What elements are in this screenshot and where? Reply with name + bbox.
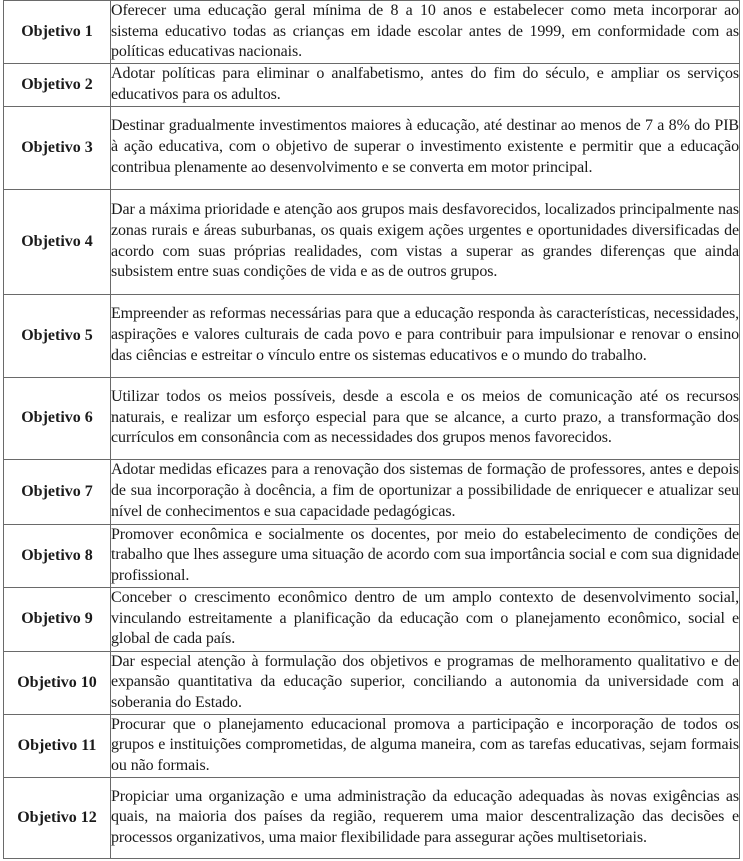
objective-description: Dar especial atenção à formulação dos objetivos e programas de melhoramento qualitativo e de expansão quantitativa da educação superior, conciliando a autonomia da universidade com a soberania do Estado. (111, 651, 740, 714)
table-row (4, 524, 740, 587)
objective-label: Objetivo 4 (4, 189, 111, 294)
objective-label: Objetivo 10 (4, 651, 111, 714)
objective-label: Objetivo 11 (4, 714, 111, 777)
objective-label: Objetivo 6 (4, 377, 111, 459)
objective-label: Objetivo 7 (4, 459, 111, 524)
table-row (4, 1, 740, 64)
objective-description: Oferecer uma educação geral mínima de 8 a 10 anos e estabelecer como meta incorporar ao sistema educativo todas as crianças em idade escolar antes de 1999, em conformidade com as políticas educativas nacionais. (111, 1, 740, 64)
objective-label: Objetivo 12 (4, 777, 111, 858)
objective-description: Promover econômica e socialmente os docentes, por meio do estabelecimento de condições de trabalho que lhes assegure uma situação de acordo com sua importância social e com sua dignidade profissional. (111, 524, 740, 587)
objective-description: Dar a máxima prioridade e atenção aos grupos mais desfavorecidos, localizados principalmente nas zonas rurais e áreas suburbanas, os quais exigem ações urgentes e oportunidades diversificadas de acordo com suas próprias realidades, com vistas a superar as grandes diferenças que ainda subsistem entre suas condições de vida e as de outros grupos. (111, 189, 740, 294)
table-row (4, 294, 740, 377)
objective-description: Adotar medidas eficazes para a renovação dos sistemas de formação de professores, antes e depois de sua incorporação à docência, a fim de oportunizar a possibilidade de enriquecer e atualizar seu nível de conhecimentos e sua capacidade pedagógicas. (111, 459, 740, 524)
objective-description: Empreender as reformas necessárias para que a educação responda às características, necessidades, aspirações e valores culturais de cada povo e para contribuir para impulsionar e renovar o ensino das ciências e estreitar o vínculo entre os sistemas educativos e o mundo do trabalho. (111, 294, 740, 377)
table-row (4, 106, 740, 189)
objective-label: Objetivo 2 (4, 64, 111, 106)
table-row (4, 777, 740, 858)
table-row (4, 651, 740, 714)
objective-label: Objetivo 8 (4, 524, 111, 587)
table-row (4, 64, 740, 106)
objective-description: Adotar políticas para eliminar o analfabetismo, antes do fim do século, e ampliar os serviços educativos para os adultos. (111, 64, 740, 106)
objective-label: Objetivo 9 (4, 587, 111, 651)
objective-description: Procurar que o planejamento educacional promova a participação e incorporação de todos os grupos e instituições comprometidas, de alguma maneira, com as tarefas educativas, sejam formais ou não formais. (111, 714, 740, 777)
table-row (4, 587, 740, 651)
objective-description: Conceber o crescimento econômico dentro de um amplo contexto de desenvolvimento social, vinculando estreitamente a planificação da educação com o planejamento econômico, social e global de cada país. (111, 587, 740, 651)
objective-description: Propiciar uma organização e uma administração da educação adequadas às novas exigências as quais, na maioria dos países da região, requerem uma maior descentralização das decisões e processos organizativos, uma maior flexibilidade para assegurar ações multisetoriais. (111, 777, 740, 858)
objective-label: Objetivo 1 (4, 1, 111, 64)
objective-description: Destinar gradualmente investimentos maiores à educação, até destinar ao menos de 7 a 8% do PIB à ação educativa, com o objetivo de superar o investimento existente e permitir que a educação contribua plenamente ao desenvolvimento e se converta em motor principal. (111, 106, 740, 189)
table-row (4, 189, 740, 294)
table-row (4, 459, 740, 524)
objective-label: Objetivo 3 (4, 106, 111, 189)
table-row (4, 714, 740, 777)
objective-description: Utilizar todos os meios possíveis, desde a escola e os meios de comunicação até os recursos naturais, e realizar um esforço especial para que se alcance, a curto prazo, a transformação dos currículos em consonância com as necessidades dos grupos menos favorecidos. (111, 377, 740, 459)
objective-label: Objetivo 5 (4, 294, 111, 377)
table-row (4, 377, 740, 459)
objectives-table (3, 0, 740, 859)
